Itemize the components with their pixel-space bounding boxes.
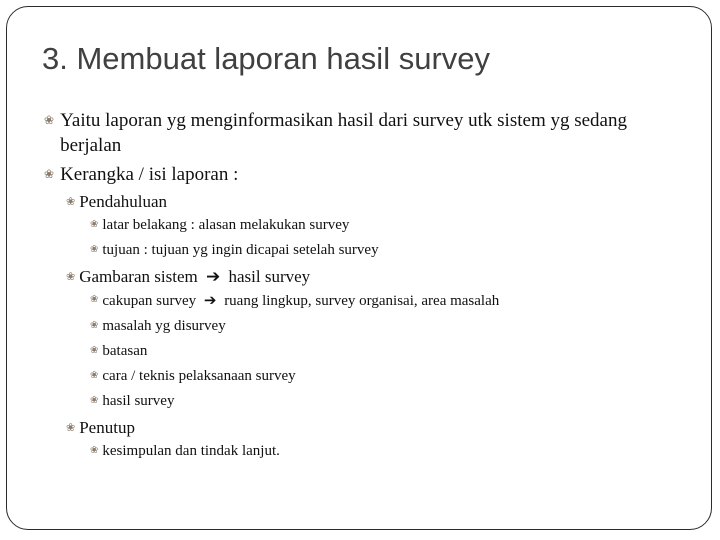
sub-point-text: tujuan : tujuan yg ingin dicapai setelah survey bbox=[102, 242, 379, 258]
flower-bullet-icon: ❀ bbox=[90, 370, 99, 381]
bullet-item-framework bbox=[44, 162, 674, 187]
sub-point-part: ruang lingkup, survey organisai, area masalah bbox=[224, 293, 500, 309]
sub-point-text: batasan bbox=[102, 343, 148, 359]
flower-bullet-icon: ❀ bbox=[90, 294, 99, 305]
right-arrow-icon: ➔ bbox=[205, 267, 221, 287]
section-heading bbox=[79, 266, 674, 288]
sub-point-text: latar belakang : alasan melakukan survey bbox=[102, 217, 350, 233]
flower-bullet-icon: ❀ bbox=[44, 167, 55, 181]
sub-point bbox=[90, 241, 674, 260]
sub-point-text bbox=[102, 291, 674, 311]
sub-point bbox=[90, 317, 674, 336]
sub-point bbox=[90, 216, 674, 235]
flower-bullet-icon: ❀ bbox=[90, 345, 99, 356]
section-heading-penutup bbox=[66, 417, 674, 439]
bullet-text: Kerangka / isi laporan : bbox=[60, 164, 239, 185]
flower-bullet-icon: ❀ bbox=[90, 445, 99, 456]
flower-bullet-icon: ❀ bbox=[90, 395, 99, 406]
section-heading-part: Gambaran sistem bbox=[79, 267, 198, 286]
right-arrow-icon: ➔ bbox=[203, 291, 217, 309]
flower-bullet-icon: ❀ bbox=[66, 270, 76, 283]
slide-content bbox=[44, 108, 674, 467]
sub-point bbox=[90, 342, 674, 361]
bullet-item-definition bbox=[44, 108, 674, 158]
section-heading: Pendahuluan bbox=[79, 192, 168, 211]
sub-point-text: kesimpulan dan tindak lanjut. bbox=[102, 443, 280, 459]
sub-point bbox=[90, 442, 674, 461]
sub-point-text: masalah yg disurvey bbox=[102, 318, 226, 334]
sub-point-text: hasil survey bbox=[102, 393, 175, 409]
sub-point bbox=[90, 392, 674, 411]
flower-bullet-icon: ❀ bbox=[90, 244, 99, 255]
section-heading-part: hasil survey bbox=[228, 267, 311, 286]
bullet-text: Yaitu laporan yg menginformasikan hasil dari survey utk sistem yg sedang berjalan bbox=[60, 110, 627, 156]
slide-title: 3. Membuat laporan hasil survey bbox=[42, 41, 491, 76]
sub-point-text: cara / teknis pelaksanaan survey bbox=[102, 368, 296, 384]
flower-bullet-icon: ❀ bbox=[90, 320, 99, 331]
flower-bullet-icon: ❀ bbox=[66, 421, 76, 434]
sub-point bbox=[90, 291, 674, 311]
flower-bullet-icon: ❀ bbox=[44, 113, 55, 127]
section-heading: Penutup bbox=[79, 418, 135, 437]
section-heading-pendahuluan bbox=[66, 191, 674, 213]
sub-point bbox=[90, 367, 674, 386]
flower-bullet-icon: ❀ bbox=[90, 219, 99, 230]
sub-point-part: cakupan survey bbox=[102, 293, 197, 309]
flower-bullet-icon: ❀ bbox=[66, 195, 76, 208]
section-heading-gambaran-sistem bbox=[66, 266, 674, 288]
